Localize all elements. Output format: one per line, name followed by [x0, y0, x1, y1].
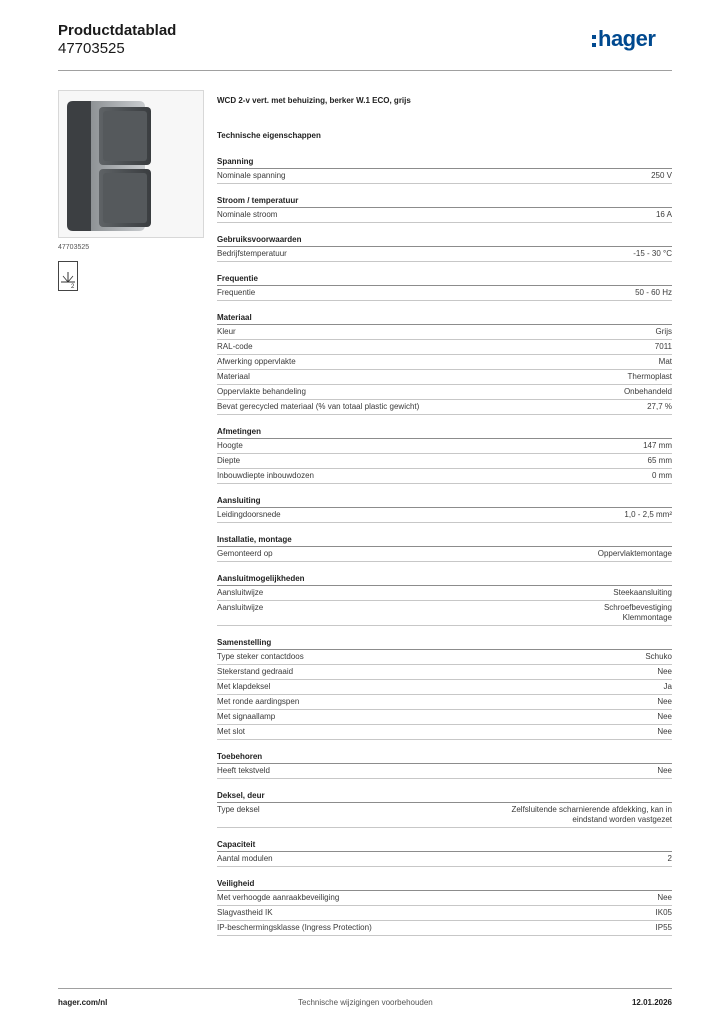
spec-value: Grijs: [655, 327, 672, 336]
spec-label: IP-beschermingsklasse (Ingress Protection): [217, 923, 372, 932]
spec-section: [217, 195, 672, 223]
spec-row: [217, 764, 672, 779]
spec-label: Materiaal: [217, 372, 250, 381]
spec-label: Aantal modulen: [217, 854, 273, 863]
spec-value: 7011: [654, 342, 672, 351]
spec-label: Type deksel: [217, 805, 260, 814]
spec-row: [217, 680, 672, 695]
socket-outlet-image: [59, 91, 203, 237]
spec-label: Frequentie: [217, 288, 256, 297]
image-caption: 47703525: [58, 244, 90, 251]
spec-value: 0 mm: [652, 471, 672, 480]
spec-value: Nee: [657, 727, 672, 736]
spec-row: [217, 247, 672, 262]
spec-label: Inbouwdiepte inbouwdozen: [217, 471, 314, 480]
spec-row: [217, 601, 672, 626]
spec-label: Type steker contactdoos: [217, 652, 304, 661]
document-footer: [58, 998, 672, 1007]
spec-section: [217, 234, 672, 262]
spec-section: [217, 273, 672, 301]
spec-value: IP55: [655, 923, 672, 932]
spec-value: 65 mm: [647, 456, 672, 465]
spec-value: Nee: [657, 667, 672, 676]
section-title: Stroom / temperatuur: [217, 195, 672, 208]
spec-row: [217, 325, 672, 340]
section-title: Samenstelling: [217, 637, 672, 650]
spec-label: Met verhoogde aanraakbeveiliging: [217, 893, 340, 902]
section-title: Frequentie: [217, 273, 672, 286]
hager-logo[interactable]: [592, 28, 655, 50]
spec-row: [217, 469, 672, 484]
spec-label: Met signaallamp: [217, 712, 276, 721]
website-link[interactable]: hager.com/nl: [58, 998, 108, 1007]
spec-sections: [217, 156, 672, 936]
spec-value: Schroefbevestiging Klemmontage: [603, 603, 672, 622]
spec-row: [217, 891, 672, 906]
spec-content: [217, 96, 672, 936]
spec-row: [217, 906, 672, 921]
spec-value: Nee: [657, 893, 672, 902]
spec-label: Heeft tekstveld: [217, 766, 270, 775]
spec-row: [217, 725, 672, 740]
spec-value: 27,7 %: [647, 402, 672, 411]
spec-value: -15 - 30 °C: [633, 249, 672, 258]
spec-value: Zelfsluitende scharnierende afdekking, kan in eindstand worden vastgezet: [511, 805, 672, 824]
spec-row: [217, 439, 672, 454]
disclaimer: Technische wijzigingen voorbehouden: [298, 998, 433, 1007]
spec-value: 2: [667, 854, 672, 863]
spec-value: 16 A: [655, 210, 672, 219]
spec-row: [217, 454, 672, 469]
spec-row: [217, 286, 672, 301]
spec-value: Oppervlaktemontage: [597, 549, 672, 558]
spec-section: [217, 573, 672, 626]
spec-section: [217, 637, 672, 740]
spec-row: [217, 340, 672, 355]
spec-row: [217, 921, 672, 936]
product-image: [58, 90, 204, 238]
header-divider: [58, 70, 672, 71]
spec-value: Onbehandeld: [623, 387, 672, 396]
spec-value: 147 mm: [643, 441, 672, 450]
spec-section: [217, 751, 672, 779]
spec-value: Nee: [657, 712, 672, 721]
technical-properties-heading: Technische eigenschappen: [217, 131, 321, 140]
spec-section: [217, 790, 672, 828]
spec-row: [217, 803, 672, 828]
spec-label: Met ronde aardingspen: [217, 697, 300, 706]
spec-section: [217, 839, 672, 867]
spec-row: [217, 650, 672, 665]
spec-row: [217, 710, 672, 725]
spec-section: [217, 878, 672, 936]
spec-row: [217, 852, 672, 867]
document-date: 12.01.2026: [631, 998, 672, 1007]
spec-label: Gemonteerd op: [217, 549, 273, 558]
spec-value: IK05: [655, 908, 672, 917]
spec-row: [217, 586, 672, 601]
spec-section: [217, 495, 672, 523]
spec-label: Leidingdoorsnede: [217, 510, 281, 519]
spec-label: Kleur: [217, 327, 236, 336]
spec-label: Aansluitwijze: [217, 588, 264, 597]
spec-section: [217, 534, 672, 562]
spec-label: Nominale stroom: [217, 210, 278, 219]
spec-row: [217, 208, 672, 223]
product-number: 47703525: [58, 40, 125, 57]
spec-label: Diepte: [217, 456, 241, 465]
document-header: [58, 22, 176, 58]
spec-value: 250 V: [651, 171, 672, 180]
spec-label: Oppervlakte behandeling: [217, 387, 306, 396]
spec-label: Aansluitwijze: [217, 603, 264, 612]
spec-value: 50 - 60 Hz: [635, 288, 672, 297]
section-title: Aansluiting: [217, 495, 672, 508]
section-title: Gebruiksvoorwaarden: [217, 234, 672, 247]
spec-row: [217, 400, 672, 415]
section-title: Aansluitmogelijkheden: [217, 573, 672, 586]
section-title: Afmetingen: [217, 426, 672, 439]
spec-label: Nominale spanning: [217, 171, 286, 180]
spec-row: [217, 547, 672, 562]
spec-row: [217, 695, 672, 710]
document-title: Productdatablad: [58, 22, 177, 39]
spec-value: Mat: [658, 357, 672, 366]
section-title: Installatie, montage: [217, 534, 672, 547]
spec-value: Schuko: [645, 652, 672, 661]
spec-label: Met slot: [217, 727, 246, 736]
spec-label: Slagvastheid IK: [217, 908, 273, 917]
footer-divider: [58, 988, 672, 989]
spec-section: [217, 312, 672, 415]
section-title: Veiligheid: [217, 878, 672, 891]
spec-label: Afwerking oppervlakte: [217, 357, 296, 366]
spec-value: 1,0 - 2,5 mm²: [624, 510, 672, 519]
spray-water-icon: [58, 261, 78, 291]
spec-value: Thermoplast: [627, 372, 672, 381]
spec-label: Stekerstand gedraaid: [217, 667, 294, 676]
spec-value: Nee: [657, 697, 672, 706]
spec-row: [217, 169, 672, 184]
spec-value: Nee: [657, 766, 672, 775]
section-title: Spanning: [217, 156, 672, 169]
spec-section: [217, 426, 672, 484]
spec-label: RAL-code: [217, 342, 253, 351]
spec-value: Ja: [663, 682, 672, 691]
section-title: Toebehoren: [217, 751, 672, 764]
spec-row: [217, 355, 672, 370]
spec-row: [217, 370, 672, 385]
spec-row: [217, 385, 672, 400]
spec-label: Met klapdeksel: [217, 682, 271, 691]
section-title: Deksel, deur: [217, 790, 672, 803]
section-title: Materiaal: [217, 312, 672, 325]
spec-section: [217, 156, 672, 184]
spec-value: Steekaansluiting: [613, 588, 672, 597]
section-title: Capaciteit: [217, 839, 672, 852]
spec-row: [217, 665, 672, 680]
spec-label: Bevat gerecycled materiaal (% van totaal plastic gewicht): [217, 402, 420, 411]
logo-text: hager: [598, 26, 656, 51]
spec-label: Hoogte: [217, 441, 243, 450]
spec-label: Bedrijfstemperatuur: [217, 249, 287, 258]
product-description: WCD 2-v vert. met behuizing, berker W.1 ECO, grijs: [217, 96, 411, 105]
spec-row: [217, 508, 672, 523]
logo-dots-icon: [592, 35, 596, 47]
svg-text:2: 2: [71, 284, 75, 290]
